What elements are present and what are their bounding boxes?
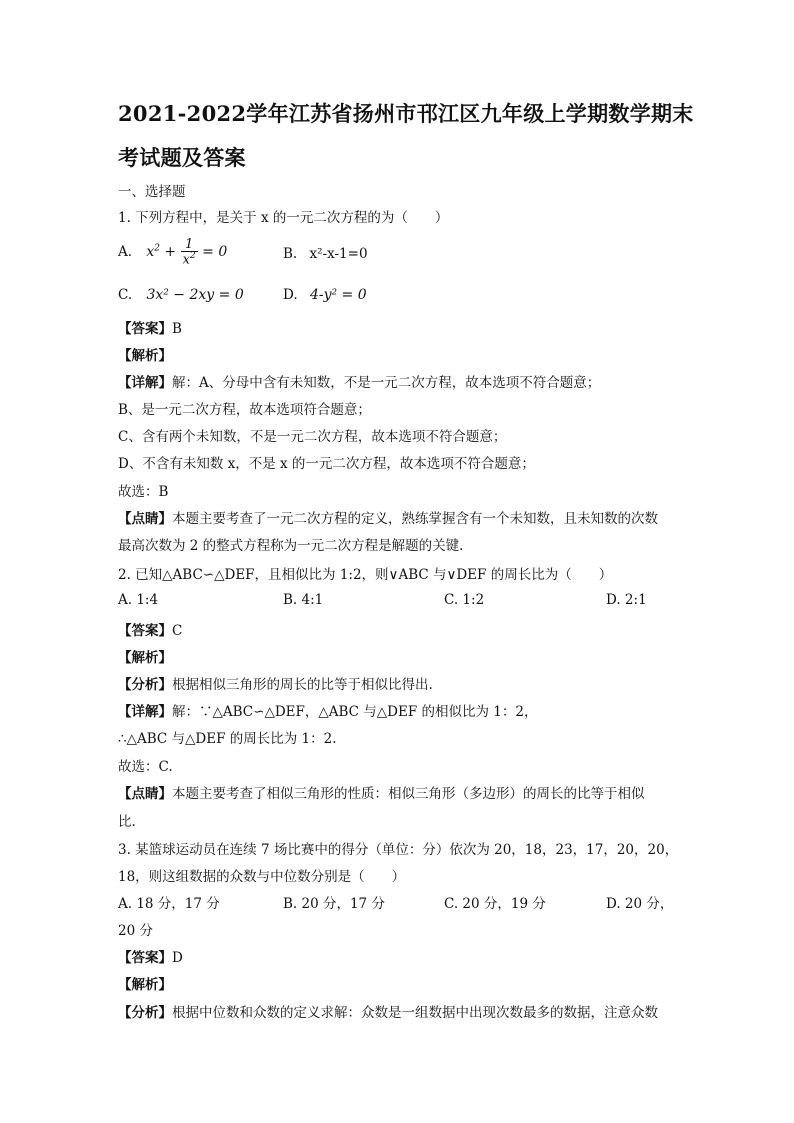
detail-tag: 【详解】 — [118, 704, 172, 720]
q1-answer — [118, 317, 182, 337]
q1-option-b-label: B. — [283, 246, 298, 262]
q1-option-d-formula: 4-y² = 0 — [309, 287, 367, 303]
q2-option-d: D. 2:1 — [606, 592, 647, 608]
q1-comment-2: 最高次数为 2 的整式方程称为一元二次方程是解题的关键. — [118, 538, 464, 554]
q3-stem-2: 18，则这组数据的众数与中位数分别是（ ） — [118, 869, 406, 885]
q1-detail-1 — [118, 371, 600, 391]
q1-detail-4: D、不含有未知数 x，不是 x 的一元二次方程，故本选项不符合题意； — [118, 456, 535, 472]
answer-tag: 【答案】 — [118, 950, 172, 966]
q1-stem: 1. 下列方程中，是关于 x 的一元二次方程的为（ ） — [118, 210, 449, 226]
q1-option-c-label: C. — [118, 287, 133, 303]
answer-tag: 【答案】 — [118, 623, 172, 639]
q2-answer — [118, 619, 182, 639]
answer-value: C — [172, 623, 183, 639]
q1-option-a-label: A. — [118, 244, 133, 261]
doc-title-line2: 考试题及答案 — [118, 145, 246, 170]
doc-title-line1: 2021-2022学年江苏省扬州市邗江区九年级上学期数学期末 — [118, 101, 694, 126]
fenxi-text: 根据相似三角形的周长的比等于相似比得出. — [172, 677, 433, 693]
detail-text: 解：∵△ABC∽△DEF，△ABC 与△DEF 的相似比为 1：2， — [172, 704, 538, 720]
q2-detail-2: ∴△ABC 与△DEF 的周长比为 1：2. — [118, 731, 337, 747]
q2-option-c: C. 1:2 — [444, 592, 485, 608]
q3-answer — [118, 946, 183, 966]
q1-detail-3: C、含有两个未知数，不是一元二次方程，故本选项不符合题意； — [118, 429, 507, 445]
q1-analysis-tag: 【解析】 — [118, 348, 172, 364]
q3-option-b: B. 20 分，17 分 — [283, 896, 385, 912]
q1-option-a — [118, 238, 227, 266]
q2-option-b: B. 4:1 — [283, 592, 324, 608]
q1-option-c — [118, 287, 244, 303]
detail-text: 解：A、分母中含有未知数，不是一元二次方程，故本选项不符合题意； — [172, 375, 601, 391]
fenxi-text: 根据中位数和众数的定义求解：众数是一组数据中出现次数最多的数据，注意众数 — [172, 1005, 658, 1021]
fenxi-tag: 【分析】 — [118, 1005, 172, 1021]
q1-detail-2: B、是一元二次方程，故本选项符合题意； — [118, 402, 371, 418]
q3-fenxi — [118, 1001, 658, 1021]
q1-comment-1 — [118, 507, 658, 527]
q1-option-b — [283, 246, 368, 262]
q3-stem-1: 3. 某篮球运动员在连续 7 场比赛中的得分（单位：分）依次为 20，18，23，17，20，20， — [118, 842, 679, 858]
q2-detail-1 — [118, 700, 537, 720]
q3-analysis-tag: 【解析】 — [118, 977, 172, 993]
comment-tag: 【点睛】 — [118, 511, 172, 527]
q2-comment-1 — [118, 782, 645, 802]
q1-option-c-formula: 3x² − 2xy = 0 — [146, 287, 244, 303]
q1-option-d-label: D. — [283, 287, 298, 303]
answer-value: D — [172, 950, 183, 966]
q2-comment-2: 比. — [118, 814, 136, 830]
q2-stem: 2. 已知△ABC∽△DEF，且相似比为 1:2，则∨ABC 与∨DEF 的周长比为（ ） — [118, 567, 613, 583]
q2-analysis-tag: 【解析】 — [118, 650, 172, 666]
answer-value: B — [172, 321, 182, 337]
comment-tag: 【点睛】 — [118, 786, 172, 802]
q1-option-b-text: x²-x-1=0 — [309, 246, 368, 262]
q2-fenxi — [118, 673, 433, 693]
q1-choose: 故选：B — [118, 484, 169, 500]
answer-tag: 【答案】 — [118, 321, 172, 337]
q2-option-a: A. 1:4 — [118, 592, 159, 608]
section-heading: 一、选择题 — [118, 184, 186, 200]
q1-option-d — [283, 287, 367, 303]
comment-text: 本题主要考查了一元二次方程的定义，熟练掌握含有一个未知数，且未知数的次数 — [172, 511, 658, 527]
fenxi-tag: 【分析】 — [118, 677, 172, 693]
q3-option-c: C. 20 分，19 分 — [444, 896, 546, 912]
comment-text: 本题主要考查了相似三角形的性质：相似三角形（多边形）的周长的比等于相似 — [172, 786, 645, 802]
fraction: $\frac{1}{x^2}$ — [182, 237, 196, 268]
q2-choose: 故选：C. — [118, 759, 173, 775]
q3-option-d-cont: 20 分 — [118, 923, 153, 939]
detail-tag: 【详解】 — [118, 375, 172, 391]
q3-option-d: D. 20 分， — [606, 896, 674, 912]
q3-option-a: A. 18 分，17 分 — [118, 896, 220, 912]
q1-option-a-formula: $x^2$ + $\frac{1}{x^2}$ = 0 — [146, 237, 228, 268]
